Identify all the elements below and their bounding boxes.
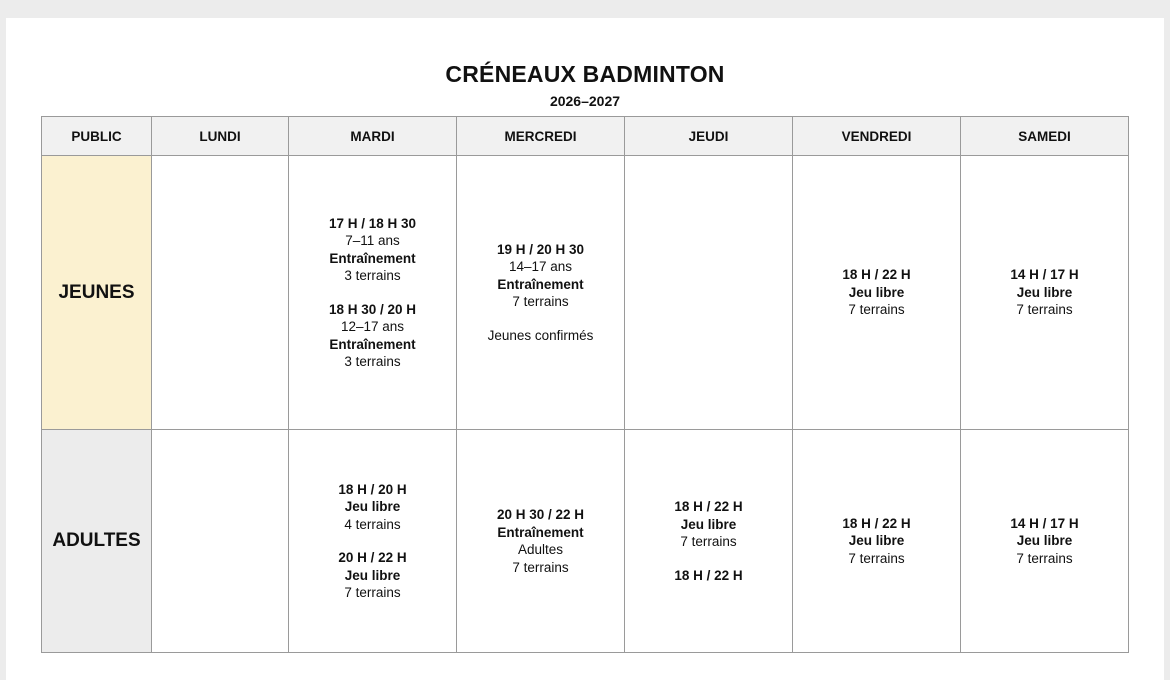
slot-type: Jeu libre (848, 533, 905, 549)
slot-time: 14 H / 17 H (1010, 515, 1079, 531)
slot (625, 498, 792, 551)
slot-type: Entraînement (497, 276, 584, 292)
slot-time: 18 H / 22 H (842, 515, 911, 531)
slot-time: 18 H / 22 H (842, 267, 911, 283)
slot-age: 14–17 ans (508, 259, 573, 275)
slot-public: Adultes (517, 542, 564, 557)
schedule-table (41, 116, 1129, 653)
row-adultes (42, 430, 1129, 653)
header-jeudi: JEUDI (625, 117, 793, 156)
slot-time: 18 H / 22 H (674, 499, 743, 514)
page-subtitle: 2026–2027 (549, 93, 621, 109)
cell-jeunes-vendredi (793, 156, 961, 430)
slot (289, 215, 456, 285)
slot-type: Entraînement (497, 524, 584, 540)
slot (289, 549, 456, 602)
slot (457, 241, 624, 345)
slot-terrains: 7 terrains (512, 294, 569, 310)
slot-type: Jeu libre (680, 516, 737, 532)
header-lundi: LUNDI (152, 117, 289, 156)
slot-terrains: 3 terrains (344, 354, 401, 369)
slot-terrains: 3 terrains (344, 268, 401, 283)
slot-time: 18 H / 22 H (674, 567, 743, 583)
slot-type: Entraînement (329, 250, 416, 266)
header-row (42, 117, 1129, 156)
slot-time: 19 H / 20 H 30 (496, 241, 585, 257)
slot-time: 14 H / 17 H (1010, 267, 1079, 283)
slot-note: Jeunes confirmés (487, 327, 594, 343)
slot-time: 20 H 30 / 22 H (496, 507, 585, 522)
slot-terrains: 7 terrains (512, 559, 569, 575)
cell-adultes-vendredi (793, 430, 961, 653)
slot-type: Jeu libre (344, 499, 401, 514)
header-samedi: SAMEDI (961, 117, 1129, 156)
slot (625, 567, 792, 585)
slot (457, 506, 624, 576)
row-label-jeunes: JEUNES (42, 156, 152, 430)
slot-terrains: 7 terrains (1016, 550, 1073, 566)
cell-jeunes-samedi (961, 156, 1129, 430)
slot-age: 12–17 ans (340, 319, 405, 334)
slot-terrains: 7 terrains (848, 550, 905, 566)
slot (793, 266, 960, 319)
cell-jeunes-lundi (152, 156, 289, 430)
header-public: PUBLIC (42, 117, 152, 156)
cell-jeunes-mercredi (457, 156, 625, 430)
slot-terrains: 4 terrains (344, 516, 401, 532)
slot (289, 481, 456, 534)
cell-adultes-samedi (961, 430, 1129, 653)
page-title: CRÉNEAUX BADMINTON (445, 61, 725, 87)
cell-adultes-jeudi (625, 430, 793, 653)
slot-time: 18 H 30 / 20 H (328, 301, 417, 317)
slot (289, 301, 456, 371)
slot-time: 20 H / 22 H (338, 550, 407, 565)
cell-jeunes-jeudi (625, 156, 793, 430)
slot-terrains: 7 terrains (344, 585, 401, 600)
slot (961, 515, 1128, 568)
slot-type: Jeu libre (344, 567, 401, 583)
cell-adultes-mercredi (457, 430, 625, 653)
slot-type: Jeu libre (1016, 284, 1073, 300)
slot-time: 18 H / 20 H (338, 481, 407, 497)
header-vendredi: VENDREDI (793, 117, 961, 156)
header-mardi: MARDI (289, 117, 457, 156)
slot (793, 515, 960, 568)
slot-type: Entraînement (329, 336, 416, 352)
cell-adultes-lundi (152, 430, 289, 653)
slot-time: 17 H / 18 H 30 (328, 215, 417, 231)
slot-type: Jeu libre (1016, 533, 1073, 549)
row-jeunes (42, 156, 1129, 430)
cell-jeunes-mardi (289, 156, 457, 430)
slot-age: 7–11 ans (345, 233, 400, 248)
slot (961, 266, 1128, 319)
slot-terrains: 7 terrains (680, 534, 737, 549)
cell-adultes-mardi (289, 430, 457, 653)
row-label-adultes: ADULTES (42, 430, 152, 653)
slot-terrains: 7 terrains (1016, 302, 1073, 318)
header-mercredi: MERCREDI (457, 117, 625, 156)
slot-type: Jeu libre (848, 284, 905, 300)
slot-terrains: 7 terrains (848, 302, 905, 318)
